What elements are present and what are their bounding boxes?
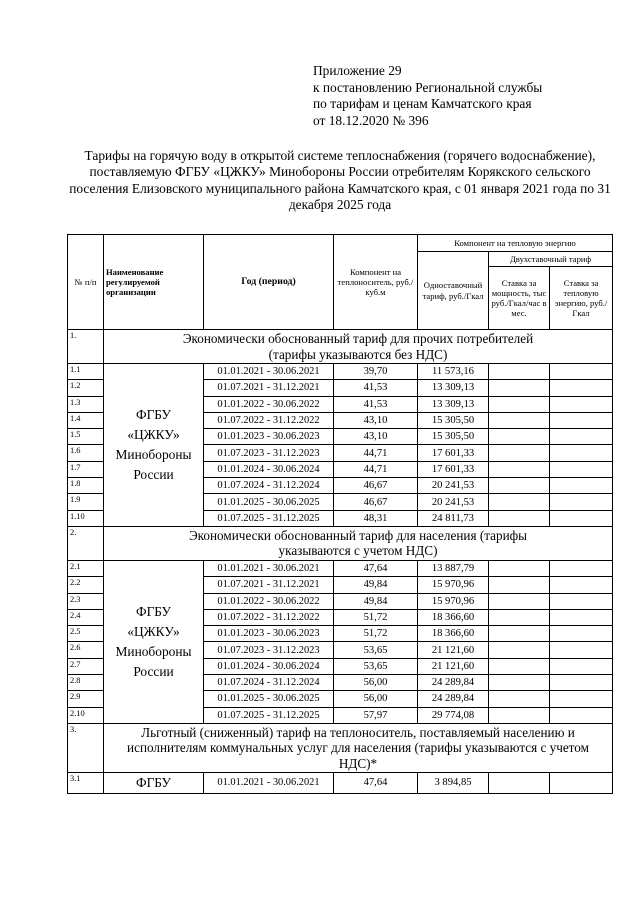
capacity-rate-cell: [489, 658, 550, 674]
heat-carrier-cell: 49,84: [334, 593, 418, 609]
period-cell: 01.01.2024 - 30.06.2024: [204, 461, 334, 477]
single-rate-cell: 21 121,60: [418, 658, 489, 674]
capacity-rate-cell: [489, 396, 550, 412]
section-num: 3.: [68, 723, 104, 772]
heat-carrier-cell: 57,97: [334, 707, 418, 723]
period-cell: 01.07.2023 - 31.12.2023: [204, 445, 334, 461]
energy-rate-cell: [550, 396, 613, 412]
energy-rate-cell: [550, 380, 613, 396]
capacity-rate-cell: [489, 626, 550, 642]
table-row: [68, 560, 613, 576]
capacity-rate-cell: [489, 380, 550, 396]
section-num: 2.: [68, 526, 104, 560]
single-rate-cell: 15 305,50: [418, 429, 489, 445]
annex-block: [313, 63, 542, 130]
table-row: [68, 364, 613, 380]
single-rate-cell: 13 309,13: [418, 380, 489, 396]
period-cell: 01.01.2025 - 30.06.2025: [204, 691, 334, 707]
row-num: 2.3: [68, 593, 104, 609]
single-rate-cell: 15 970,96: [418, 593, 489, 609]
single-rate-cell: 17 601,33: [418, 461, 489, 477]
energy-rate-cell: [550, 772, 613, 793]
capacity-rate-cell: [489, 691, 550, 707]
energy-rate-cell: [550, 478, 613, 494]
heat-carrier-cell: 49,84: [334, 577, 418, 593]
row-num: 1.7: [68, 461, 104, 477]
single-rate-cell: 20 241,53: [418, 494, 489, 510]
period-cell: 01.07.2025 - 31.12.2025: [204, 510, 334, 526]
heat-carrier-cell: 51,72: [334, 626, 418, 642]
header-period: Год (период): [204, 235, 334, 330]
section-heading-row: [68, 526, 613, 560]
row-num: 1.2: [68, 380, 104, 396]
org-name-cell: ФГБУ «ЦЖКУ» Минобороны России: [104, 364, 204, 527]
row-num: 2.1: [68, 560, 104, 576]
period-cell: 01.01.2022 - 30.06.2022: [204, 593, 334, 609]
single-rate-cell: 15 970,96: [418, 577, 489, 593]
row-num: 2.7: [68, 658, 104, 674]
heat-carrier-cell: 43,10: [334, 429, 418, 445]
energy-rate-cell: [550, 429, 613, 445]
section-heading-row: [68, 330, 613, 364]
energy-rate-cell: [550, 577, 613, 593]
capacity-rate-cell: [489, 642, 550, 658]
capacity-rate-cell: [489, 560, 550, 576]
heat-carrier-cell: 43,10: [334, 412, 418, 428]
period-cell: 01.01.2021 - 30.06.2021: [204, 364, 334, 380]
heat-carrier-cell: 47,64: [334, 560, 418, 576]
single-rate-cell: 21 121,60: [418, 642, 489, 658]
period-cell: 01.07.2023 - 31.12.2023: [204, 642, 334, 658]
row-num: 1.9: [68, 494, 104, 510]
energy-rate-cell: [550, 609, 613, 625]
single-rate-cell: 15 305,50: [418, 412, 489, 428]
row-num: 3.1: [68, 772, 104, 793]
heat-carrier-cell: 56,00: [334, 675, 418, 691]
heat-carrier-cell: 44,71: [334, 445, 418, 461]
heat-carrier-cell: 53,65: [334, 658, 418, 674]
heat-carrier-cell: 51,72: [334, 609, 418, 625]
section-heading-row: [68, 723, 613, 772]
capacity-rate-cell: [489, 412, 550, 428]
single-rate-cell: 17 601,33: [418, 445, 489, 461]
capacity-rate-cell: [489, 577, 550, 593]
energy-rate-cell: [550, 494, 613, 510]
capacity-rate-cell: [489, 429, 550, 445]
period-cell: 01.07.2024 - 31.12.2024: [204, 675, 334, 691]
org-name-cell: ФГБУ: [104, 772, 204, 793]
heat-carrier-cell: 44,71: [334, 461, 418, 477]
heat-carrier-cell: 41,53: [334, 380, 418, 396]
energy-rate-cell: [550, 412, 613, 428]
period-cell: 01.01.2023 - 30.06.2023: [204, 626, 334, 642]
period-cell: 01.07.2021 - 31.12.2021: [204, 380, 334, 396]
energy-rate-cell: [550, 560, 613, 576]
single-rate-cell: 13 887,79: [418, 560, 489, 576]
heat-carrier-cell: 39,70: [334, 364, 418, 380]
row-num: 1.4: [68, 412, 104, 428]
heat-carrier-cell: 46,67: [334, 494, 418, 510]
section-title: Экономически обоснованный тариф для населения (тарифы указываются с учетом НДС): [104, 526, 613, 560]
heat-carrier-cell: 47,64: [334, 772, 418, 793]
annex-line-3: по тарифам и ценам Камчатского края: [313, 96, 532, 112]
heat-carrier-cell: 53,65: [334, 642, 418, 658]
section-num: 1.: [68, 330, 104, 364]
table-row: [68, 772, 613, 793]
capacity-rate-cell: [489, 494, 550, 510]
header-two-rate: Двухставочный тариф: [489, 252, 613, 267]
row-num: 1.5: [68, 429, 104, 445]
energy-rate-cell: [550, 461, 613, 477]
capacity-rate-cell: [489, 510, 550, 526]
header-heat-carrier: Компонент на теплоноситель, руб./куб.м: [334, 235, 418, 330]
single-rate-cell: 24 811,73: [418, 510, 489, 526]
period-cell: 01.07.2021 - 31.12.2021: [204, 577, 334, 593]
tariff-table: [67, 234, 613, 794]
annex-line-2: к постановлению Региональной службы: [313, 79, 543, 95]
section-title: Льготный (сниженный) тариф на теплоноситель, поставляемый населению и исполнителям коммунальных услуг для населения (тарифы указываются с учетом НДС)*: [104, 723, 613, 772]
energy-rate-cell: [550, 658, 613, 674]
single-rate-cell: 11 573,16: [418, 364, 489, 380]
capacity-rate-cell: [489, 364, 550, 380]
energy-rate-cell: [550, 691, 613, 707]
row-num: 2.2: [68, 577, 104, 593]
heat-carrier-cell: 48,31: [334, 510, 418, 526]
annex-line-4: от 18.12.2020 № 396: [313, 113, 429, 129]
period-cell: 01.01.2025 - 30.06.2025: [204, 494, 334, 510]
period-cell: 01.07.2025 - 31.12.2025: [204, 707, 334, 723]
row-num: 2.4: [68, 609, 104, 625]
section-title: Экономически обоснованный тариф для прочих потребителей (тарифы указываются без НДС): [104, 330, 613, 364]
row-num: 1.1: [68, 364, 104, 380]
row-num: 1.6: [68, 445, 104, 461]
capacity-rate-cell: [489, 707, 550, 723]
row-num: 1.3: [68, 396, 104, 412]
org-name-cell: ФГБУ «ЦЖКУ» Минобороны России: [104, 560, 204, 723]
capacity-rate-cell: [489, 609, 550, 625]
capacity-rate-cell: [489, 772, 550, 793]
period-cell: 01.07.2022 - 31.12.2022: [204, 609, 334, 625]
row-num: 1.10: [68, 510, 104, 526]
capacity-rate-cell: [489, 675, 550, 691]
energy-rate-cell: [550, 445, 613, 461]
annex-line-1: Приложение 29: [313, 63, 402, 78]
single-rate-cell: 29 774,08: [418, 707, 489, 723]
capacity-rate-cell: [489, 478, 550, 494]
single-rate-cell: 18 366,60: [418, 609, 489, 625]
single-rate-cell: 3 894,85: [418, 772, 489, 793]
single-rate-cell: 24 289,84: [418, 691, 489, 707]
row-num: 2.5: [68, 626, 104, 642]
row-num: 1.8: [68, 478, 104, 494]
single-rate-cell: 13 309,13: [418, 396, 489, 412]
energy-rate-cell: [550, 675, 613, 691]
period-cell: 01.07.2022 - 31.12.2022: [204, 412, 334, 428]
header-row-1: [68, 235, 613, 252]
period-cell: 01.01.2024 - 30.06.2024: [204, 658, 334, 674]
header-single-rate: Одноставочный тариф, руб./Гкал: [418, 252, 489, 330]
header-org: Наименование регулируемой организации: [104, 235, 204, 330]
energy-rate-cell: [550, 626, 613, 642]
single-rate-cell: 24 289,84: [418, 675, 489, 691]
row-num: 2.9: [68, 691, 104, 707]
document-title: Тарифы на горячую воду в открытой системе теплоснабжения (горячего водоснабжение), поставляемую ФГБУ «ЦЖКУ» Минобороны России отребителям Корякского сельского поселения Елизовского муниципального района Камчатского края, с 01 января 2021 года по 31 декабря 2025 года: [69, 148, 611, 212]
row-num: 2.10: [68, 707, 104, 723]
heat-carrier-cell: 46,67: [334, 478, 418, 494]
single-rate-cell: 20 241,53: [418, 478, 489, 494]
row-num: 2.6: [68, 642, 104, 658]
period-cell: 01.01.2022 - 30.06.2022: [204, 396, 334, 412]
heat-carrier-cell: 56,00: [334, 691, 418, 707]
header-thermal-energy: Компонент на тепловую энергию: [418, 235, 613, 252]
energy-rate-cell: [550, 642, 613, 658]
period-cell: 01.01.2023 - 30.06.2023: [204, 429, 334, 445]
single-rate-cell: 18 366,60: [418, 626, 489, 642]
row-num: 2.8: [68, 675, 104, 691]
energy-rate-cell: [550, 364, 613, 380]
capacity-rate-cell: [489, 445, 550, 461]
period-cell: 01.01.2021 - 30.06.2021: [204, 772, 334, 793]
header-num: № п/п: [68, 235, 104, 330]
energy-rate-cell: [550, 707, 613, 723]
capacity-rate-cell: [489, 461, 550, 477]
header-capacity-rate: Ставка за мощность, тыс руб./Гкал/час в мес.: [489, 267, 550, 330]
energy-rate-cell: [550, 510, 613, 526]
heat-carrier-cell: 41,53: [334, 396, 418, 412]
period-cell: 01.07.2024 - 31.12.2024: [204, 478, 334, 494]
header-energy-rate: Ставка за тепловую энергию, руб./Гкал: [550, 267, 613, 330]
capacity-rate-cell: [489, 593, 550, 609]
period-cell: 01.01.2021 - 30.06.2021: [204, 560, 334, 576]
energy-rate-cell: [550, 593, 613, 609]
